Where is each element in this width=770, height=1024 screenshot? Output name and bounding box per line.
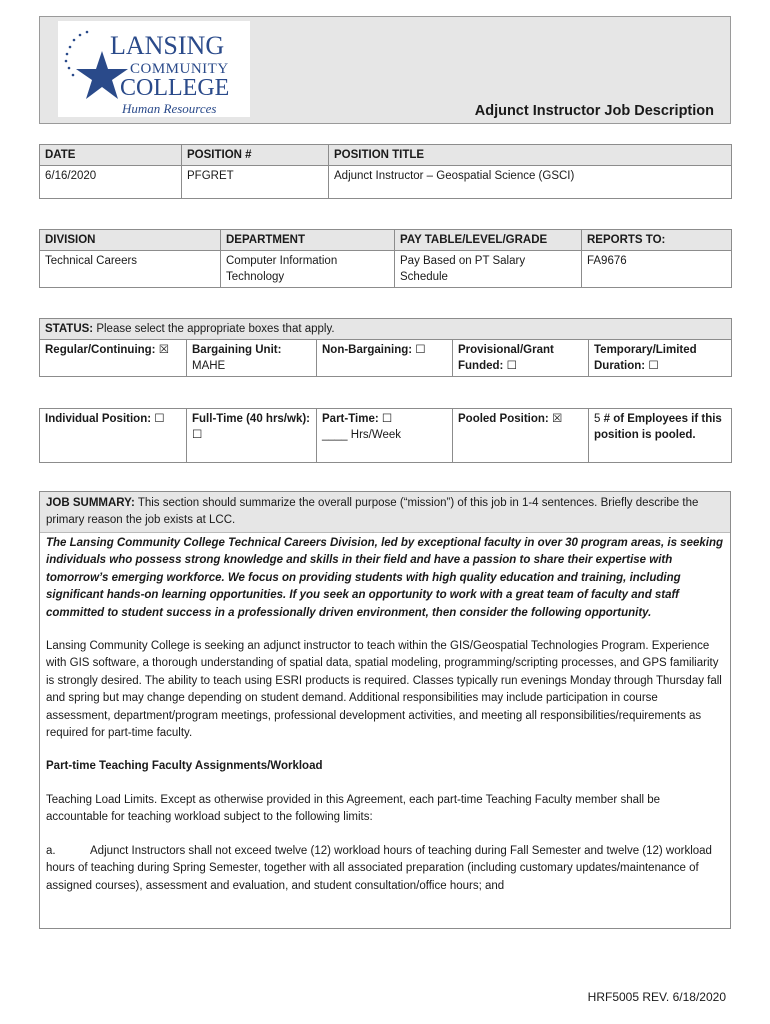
header-banner [39,16,731,124]
position-number-header: POSITION # [182,145,329,166]
employees-count-label: # of Employees if this position is pooled. [594,413,722,441]
pay-table-value: Pay Based on PT Salary Schedule [395,251,582,288]
position-title-value: Adjunct Instructor – Geospatial Science (GSCI) [329,166,732,199]
provisional-grant-checkbox[interactable]: ☐ [506,360,517,372]
division-table [39,229,732,288]
non-bargaining-checkbox[interactable]: ☐ [415,344,426,356]
regular-continuing-label: Regular/Continuing: [45,344,156,356]
provisional-grant-cell [453,340,589,377]
full-time-cell [187,409,317,463]
workload-item-a-marker: a. [46,844,56,857]
status-table [39,318,732,377]
individual-position-cell [40,409,187,463]
department-header: DEPARTMENT [221,230,395,251]
part-time-checkbox[interactable]: ☐ [381,413,393,425]
document-title: Adjunct Instructor Job Description [474,103,714,119]
employees-count-cell [589,409,732,463]
part-time-cell [317,409,453,463]
position-title-header: POSITION TITLE [329,145,732,166]
regular-continuing-cell [40,340,187,377]
workload-item-a [46,843,724,895]
logo-text-lansing: LANSING [110,31,225,60]
pooled-position-label: Pooled Position: [458,413,549,425]
part-time-hours-field[interactable]: ____ Hrs/Week [322,429,402,441]
logo-text-community: COMMUNITY [130,61,229,77]
status-header [40,319,732,340]
bargaining-unit-value: MAHE [192,360,226,372]
job-summary-label: JOB SUMMARY: [46,497,135,509]
job-summary-paragraph-2: Teaching Load Limits. Except as otherwise provided in this Agreement, each part-time Teaching Faculty member shall be accountable for teaching workload subject to the following limits: [46,793,661,824]
job-summary-body [40,533,730,913]
bargaining-unit-cell [187,340,317,377]
pay-table-header: PAY TABLE/LEVEL/GRADE [395,230,582,251]
job-summary-paragraph-1: Lansing Community College is seeking an adjunct instructor to teach within the GIS/Geospatial Technologies Program. Experience with GIS software, a thorough understanding of spatial data, spatial modeling, programming/scripting processes, and GPS familiarity is strongly desired. The ability to teach using ESRI products is required. Classes typically run evenings Monday through Thursday fall and spring but may change depending on student demand. Additional responsibilities may include participation in course assessment, department/program meetings, professional development activities, and meeting all responsibilities/requirements as required for part-time faculty. [46,640,722,740]
individual-position-label: Individual Position: [45,413,152,425]
job-summary-intro: The Lansing Community College Technical Careers Division, led by exceptional faculty in over 30 program areas, is seeking individuals who possess strong knowledge and skills in their field and have a passion to share their expertise with tomorrow’s emerging workforce. We focus on providing students with high quality education and training, including significant hands-on learning opportunities. If you seek an opportunity to work with a great team of faculty and staff committed to student success in a professionally driven environment, then consider the following opportunity. [46,537,724,619]
position-number-value: PFGRET [182,166,329,199]
reports-to-header: REPORTS TO: [582,230,732,251]
position-type-table [39,408,732,463]
regular-continuing-checkbox[interactable]: ☒ [158,344,170,356]
pooled-position-checkbox[interactable]: ☒ [551,413,563,425]
college-logo [58,21,250,117]
status-instruction: Please select the appropriate boxes that apply. [96,323,335,335]
non-bargaining-cell [317,340,453,377]
division-value: Technical Careers [40,251,221,288]
date-value: 6/16/2020 [40,166,182,199]
pooled-position-cell [453,409,589,463]
full-time-checkbox[interactable]: ☐ [192,429,203,441]
non-bargaining-label: Non-Bargaining: [322,344,413,356]
job-summary-header [40,492,730,533]
temporary-limited-label: Temporary/Limited Duration: [594,344,697,372]
individual-position-checkbox[interactable]: ☐ [154,413,165,425]
temporary-limited-cell [589,340,732,377]
division-header: DIVISION [40,230,221,251]
department-value: Computer Information Technology [221,251,395,288]
reports-to-value: FA9676 [582,251,732,288]
part-time-label: Part-Time: [322,413,379,425]
job-summary-instruction: This section should summarize the overall purpose (“mission”) of this job in 1-4 sentences. Briefly describe the primary reason the job exists at LCC. [46,497,699,526]
temporary-limited-checkbox[interactable]: ☐ [648,360,659,372]
full-time-label: Full-Time (40 hrs/wk): [192,413,311,425]
employees-count-value[interactable]: 5 [594,413,601,425]
job-summary-section [39,491,731,929]
position-table [39,144,732,199]
workload-heading: Part-time Teaching Faculty Assignments/Workload [46,760,323,773]
date-header: DATE [40,145,182,166]
status-label: STATUS: [45,323,94,335]
logo-text-college: COLLEGE [120,75,230,101]
form-revision-footer: HRF5005 REV. 6/18/2020 [587,990,726,1004]
logo-text-hr: Human Resources [122,101,217,116]
provisional-grant-label: Provisional/Grant Funded: [458,344,554,372]
workload-item-a-text: Adjunct Instructors shall not exceed twelve (12) workload hours of teaching during Fall Semester and twelve (12) workload hours of teaching during Spring Semester, together with all associated preparation (including customary updates/maintenance of assigned courses), assessment and evaluation, and student consultation/office hours; and [46,844,712,892]
bargaining-unit-label: Bargaining Unit: [192,344,282,356]
